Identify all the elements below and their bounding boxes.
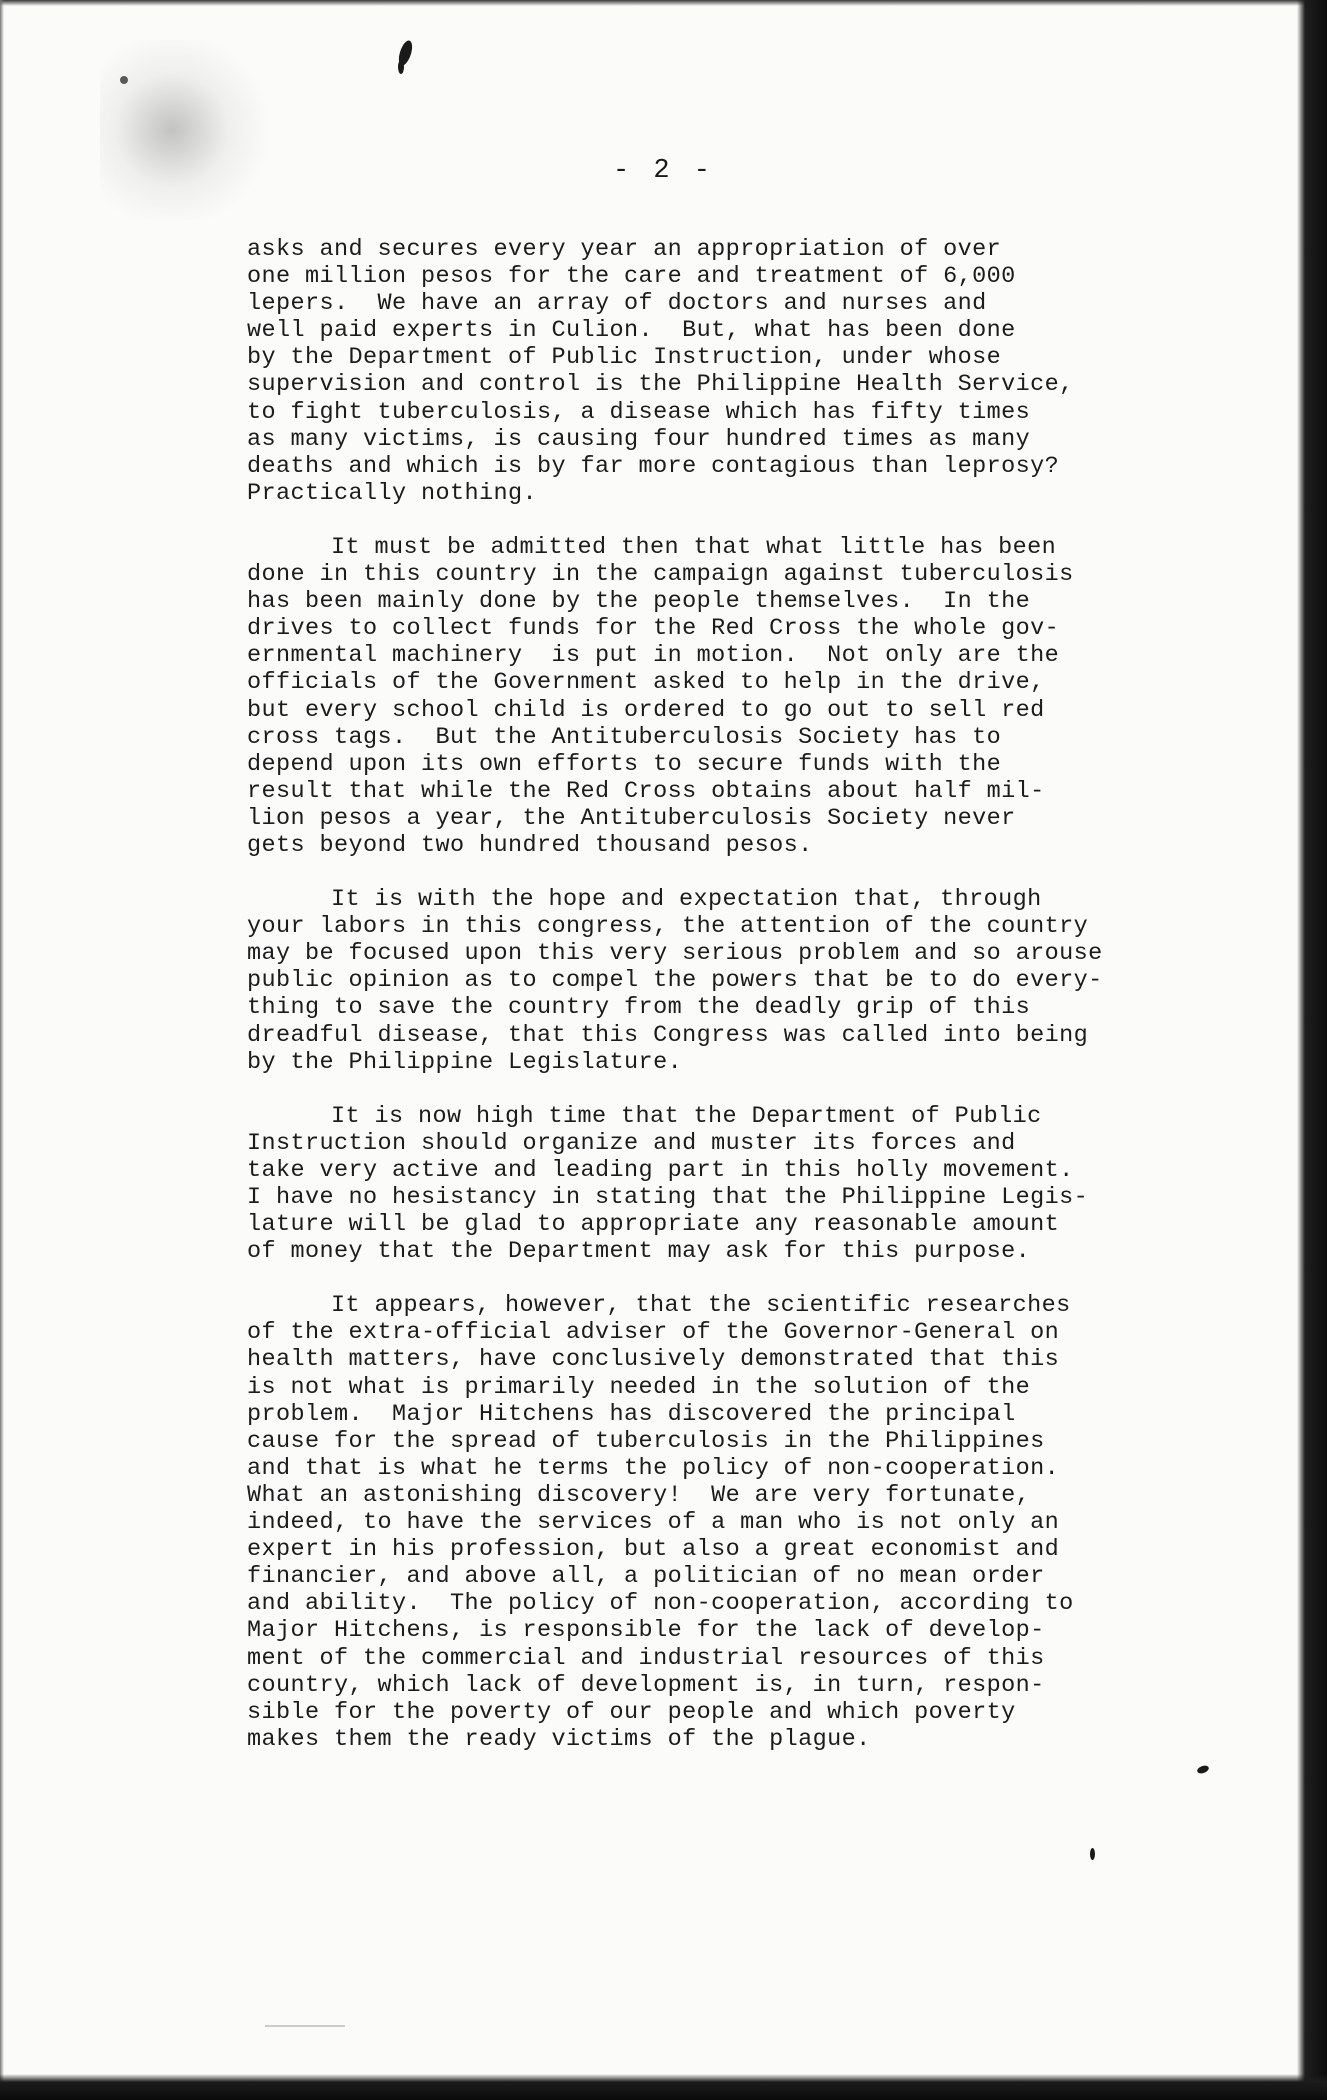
paper-stain — [100, 40, 280, 220]
ink-blot — [120, 76, 128, 84]
text-line: by the Philippine Legislature. — [247, 1048, 683, 1076]
text-line: makes them the ready victims of the plague. — [247, 1725, 871, 1753]
text-line: financier, and above all, a politician of no mean order — [247, 1563, 1045, 1591]
text-line: lion pesos a year, the Antituberculosis Society never — [247, 804, 1016, 832]
ink-blot — [1090, 1848, 1095, 1860]
text-line: supervision and control is the Philippine Health Service, — [247, 371, 1074, 399]
text-line: done in this country in the campaign against tuberculosis — [247, 561, 1074, 589]
scan-border-right — [1297, 0, 1327, 2100]
text-line: Major Hitchens, is responsible for the lack of develop- — [247, 1617, 1045, 1645]
text-line: and that is what he terms the policy of non-cooperation. — [247, 1454, 1060, 1482]
text-line: What an astonishing discovery! We are very fortunate, — [247, 1481, 1031, 1509]
text-line: take very active and leading part in this holly movement. — [247, 1156, 1074, 1184]
text-line: problem. Major Hitchens has discovered the principal — [247, 1400, 1016, 1428]
text-line: as many victims, is causing four hundred times as many — [247, 425, 1031, 453]
text-line: indeed, to have the services of a man who is not only an — [247, 1509, 1060, 1537]
text-line: to fight tuberculosis, a disease which has fifty times — [247, 398, 1031, 426]
text-line: ment of the commercial and industrial resources of this — [247, 1644, 1045, 1672]
text-line: country, which lack of development is, in turn, respon- — [247, 1671, 1045, 1699]
text-line: cross tags. But the Antituberculosis Society has to — [247, 723, 1002, 751]
text-line: It is with the hope and expectation that, through — [331, 886, 1042, 914]
text-line: health matters, have conclusively demonstrated that this — [247, 1346, 1060, 1374]
scan-border-left — [0, 0, 4, 2100]
paragraph — [247, 534, 1197, 859]
scan-border-bottom — [0, 2074, 1327, 2100]
text-line: deaths and which is by far more contagious than leprosy? — [247, 452, 1060, 480]
text-line: well paid experts in Culion. But, what has been done — [247, 317, 1016, 345]
text-line: has been mainly done by the people themselves. In the — [247, 588, 1031, 616]
text-line: asks and secures every year an appropriation of over — [247, 236, 1002, 263]
text-line: result that while the Red Cross obtains about half mil- — [247, 777, 1045, 805]
text-line: one million pesos for the care and treatment of 6,000 — [247, 263, 1016, 291]
text-line: dreadful disease, that this Congress was called into being — [247, 1021, 1089, 1049]
text-line: expert in his profession, but also a great economist and — [247, 1536, 1060, 1564]
letter-body — [247, 236, 1197, 1780]
text-line: sible for the poverty of our people and which poverty — [247, 1698, 1016, 1726]
paragraph — [247, 1292, 1197, 1753]
text-line: lepers. We have an array of doctors and nurses and — [247, 290, 987, 318]
paragraph — [247, 236, 1197, 507]
text-line: Practically nothing. — [247, 479, 538, 507]
text-line: I have no hesistancy in stating that the Philippine Legis- — [247, 1184, 1089, 1211]
text-line: but every school child is ordered to go out to sell red — [247, 696, 1045, 724]
text-line: cause for the spread of tuberculosis in the Philippines — [247, 1427, 1045, 1455]
text-line: gets beyond two hundred thousand pesos. — [247, 831, 813, 859]
ink-blot — [1196, 1764, 1210, 1775]
text-line: lature will be glad to appropriate any reasonable amount — [247, 1211, 1060, 1239]
text-line: public opinion as to compel the powers that be to do every- — [247, 967, 1103, 995]
scan-border-top — [0, 0, 1327, 6]
pencil-mark — [265, 2025, 345, 2027]
text-line: ernmental machinery is put in motion. Not only are the — [247, 642, 1060, 670]
page-number: - 2 - — [612, 156, 714, 186]
text-line: your labors in this congress, the attention of the country — [247, 913, 1089, 941]
paragraph — [247, 1103, 1197, 1266]
text-line: is not what is primarily needed in the solution of the — [247, 1373, 1031, 1401]
text-line: It is now high time that the Department of Public — [331, 1102, 1042, 1130]
text-line: officials of the Government asked to help in the drive, — [247, 669, 1045, 697]
text-line: may be focused upon this very serious problem and so arouse — [247, 940, 1103, 968]
text-line: of the extra-official adviser of the Governor-General on — [247, 1319, 1060, 1347]
text-line: drives to collect funds for the Red Cross the whole gov- — [247, 615, 1060, 643]
text-line: by the Department of Public Instruction, under whose — [247, 344, 1002, 372]
text-line: and ability. The policy of non-cooperation, according to — [247, 1590, 1074, 1618]
ink-blot — [398, 60, 404, 74]
paragraph — [247, 886, 1197, 1076]
text-line: Instruction should organize and muster its forces and — [247, 1129, 1016, 1157]
text-line: thing to save the country from the deadly grip of this — [247, 994, 1031, 1022]
text-line: It appears, however, that the scientific researches — [331, 1292, 1071, 1320]
text-line: of money that the Department may ask for this purpose. — [247, 1238, 1031, 1266]
text-line: depend upon its own efforts to secure funds with the — [247, 750, 1002, 778]
text-line: It must be admitted then that what little has been — [331, 533, 1057, 561]
